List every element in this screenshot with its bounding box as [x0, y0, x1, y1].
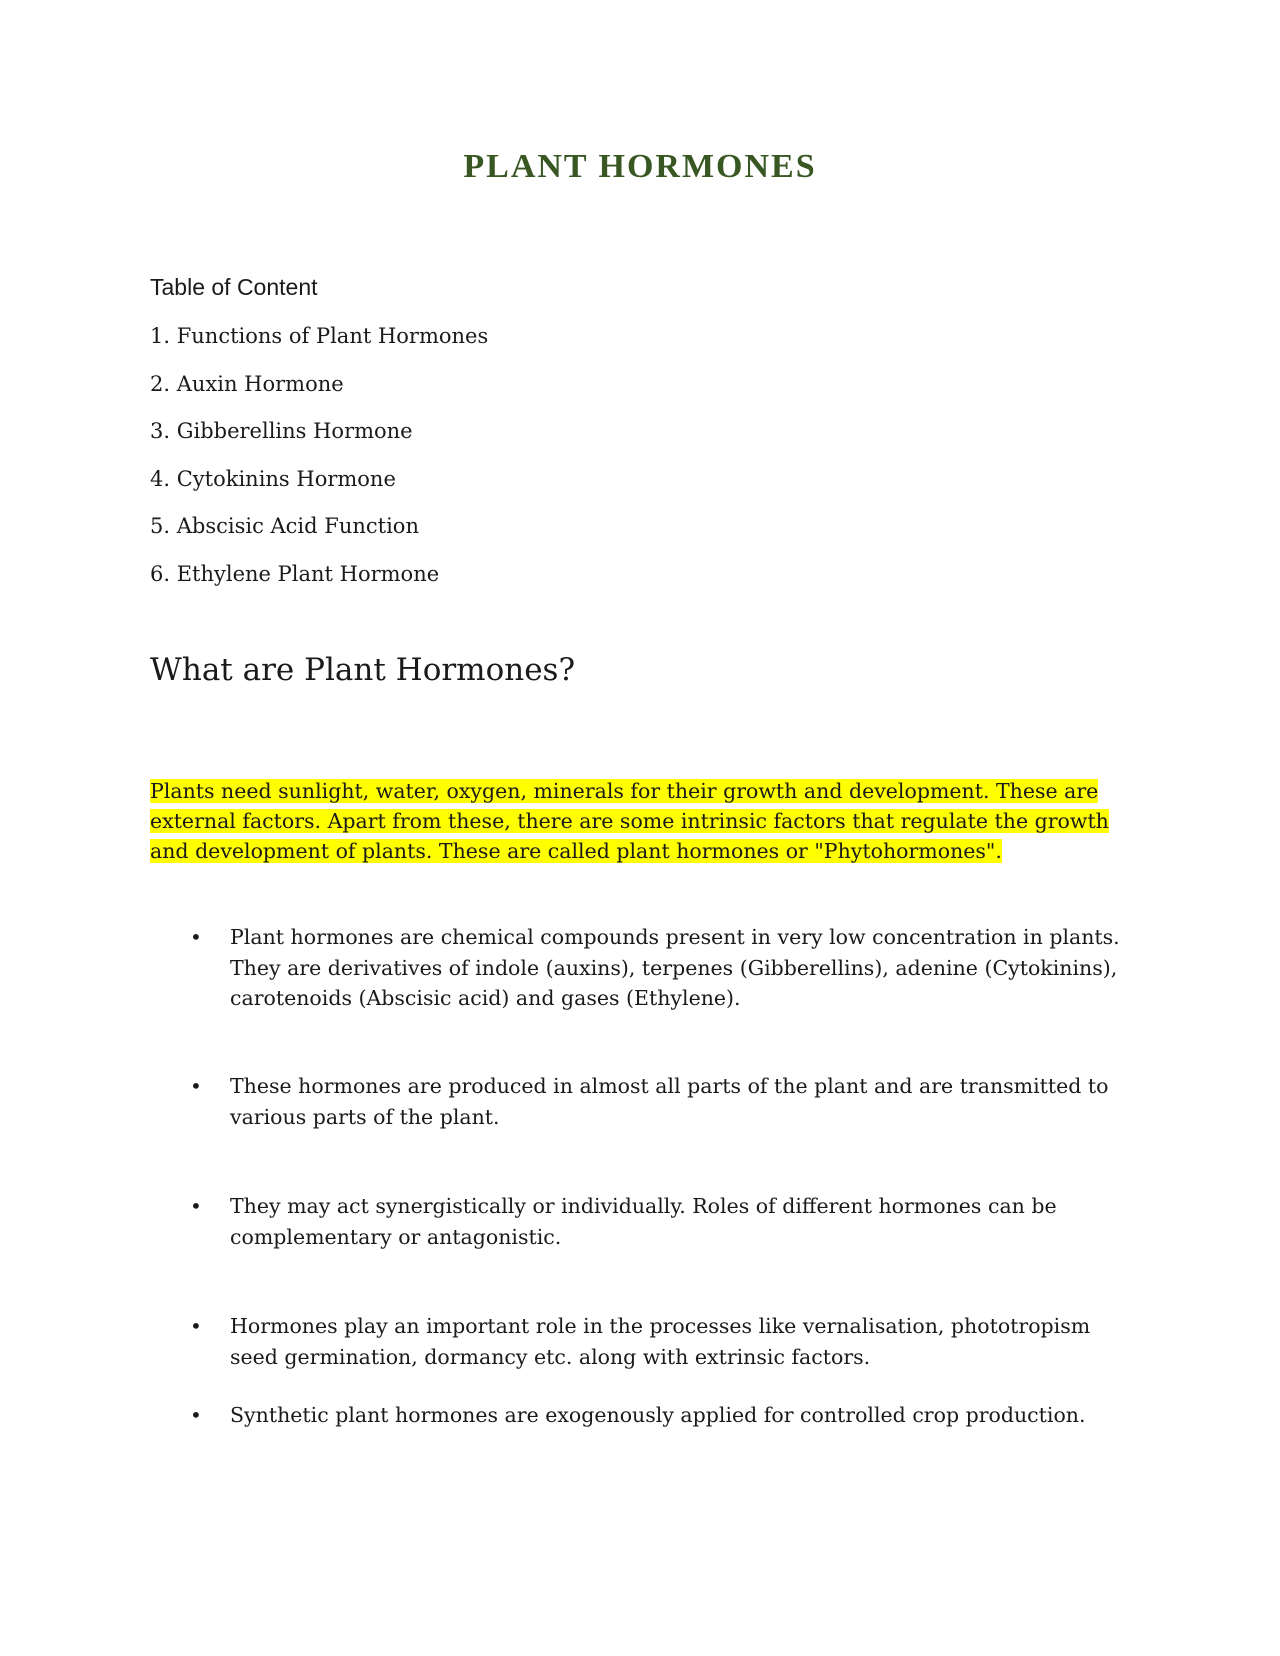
bullet-icon: • — [190, 925, 202, 949]
bullet-icon: • — [190, 1403, 202, 1427]
toc-item-cytokinins: 4. Cytokinins Hormone — [150, 466, 396, 491]
list-item-text: Hormones play an important role in the processes like vernalisation, phototropism seed germination, dormancy etc. along with extrinsic factors. — [230, 1314, 1091, 1369]
section-heading: What are Plant Hormones? — [150, 652, 576, 688]
toc-item-gibberellins: 3. Gibberellins Hormone — [150, 419, 413, 443]
table-of-contents — [150, 326, 488, 611]
bullet-icon: • — [190, 1314, 202, 1338]
highlighted-text: Plants need sunlight, water, oxygen, minerals for their growth and development. These are external factors. Apart from these, there are some intrinsic factors that regulate the growth and development of plants. These are called plant hormones or "Phytohormones". — [150, 779, 1109, 863]
document-title: PLANT HORMONES — [463, 148, 817, 185]
list-item-text: Plant hormones are chemical compounds present in very low concentration in plants. They are derivatives of indole (auxins), terpenes (Gibberellins), adenine (Cytokinins), carotenoids (Abscisic acid) and gases (Ethylene). — [230, 925, 1120, 1010]
toc-item-abscisic: 5. Abscisic Acid Function — [150, 514, 419, 538]
toc-item-ethylene: 6. Ethylene Plant Hormone — [150, 561, 440, 586]
toc-item-auxin: 2. Auxin Hormone — [150, 371, 344, 396]
list-item-text: Synthetic plant hormones are exogenously applied for controlled crop production. — [230, 1403, 1086, 1427]
list-item-text: They may act synergistically or individually. Roles of different hormones can be complementary or antagonistic. — [230, 1194, 1057, 1249]
intro-paragraph — [150, 776, 1130, 866]
list-item-text: These hormones are produced in almost all parts of the plant and are transmitted to various parts of the plant. — [230, 1074, 1109, 1129]
bullet-icon: • — [190, 1194, 202, 1218]
bullet-icon: • — [190, 1074, 202, 1098]
toc-heading: Table of Content — [150, 274, 318, 300]
toc-item-functions: 1. Functions of Plant Hormones — [150, 324, 489, 348]
